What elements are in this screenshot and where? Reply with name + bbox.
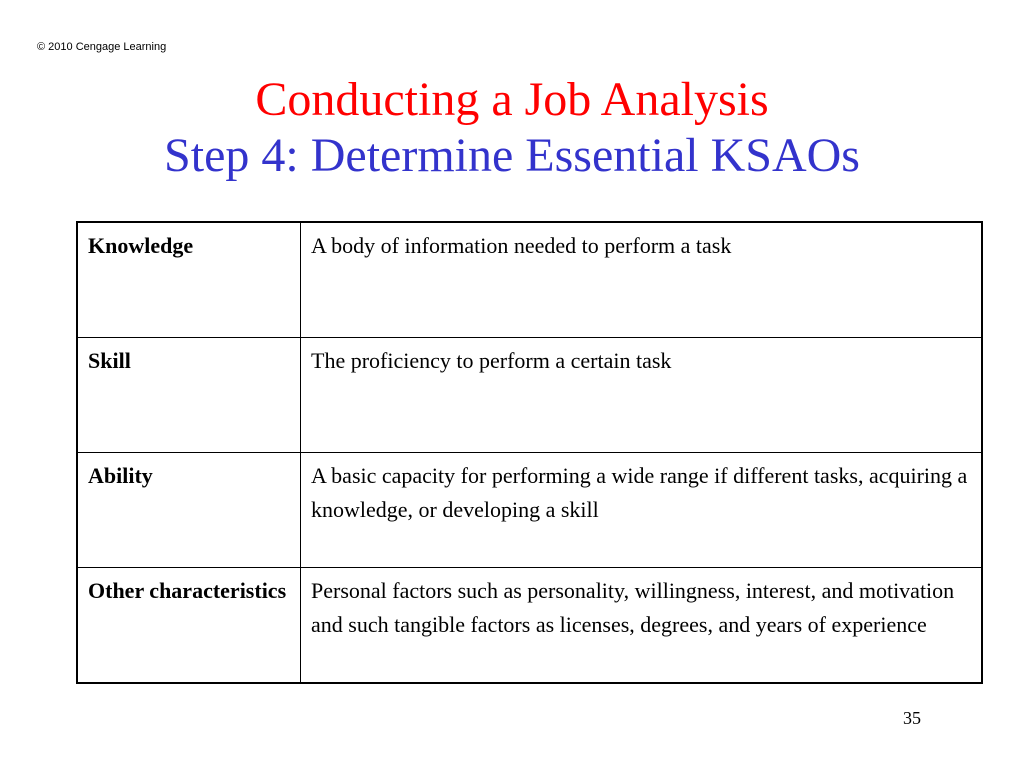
copyright-notice: © 2010 Cengage Learning [37,41,167,53]
table-row [77,568,982,684]
table-row [77,222,982,338]
term-cell: Knowledge [77,222,301,338]
definition-cell: The proficiency to perform a certain task [301,338,983,453]
table-row [77,453,982,568]
table-row [77,338,982,453]
term-cell: Ability [77,453,301,568]
title-line-1: Conducting a Job Analysis [255,73,769,126]
definition-cell: A basic capacity for performing a wide range if different tasks, acquiring a knowledge, or developing a skill [301,453,983,568]
slide-title [0,72,1024,184]
title-line-2: Step 4: Determine Essential KSAOs [164,129,860,182]
term-cell: Skill [77,338,301,453]
term-cell: Other characteristics [77,568,301,684]
definition-cell: Personal factors such as personality, willingness, interest, and motivation and such tangible factors as licenses, degrees, and years of experience [301,568,983,684]
ksao-table [76,221,983,684]
page-number: 35 [903,708,921,728]
definition-cell: A body of information needed to perform a task [301,222,983,338]
